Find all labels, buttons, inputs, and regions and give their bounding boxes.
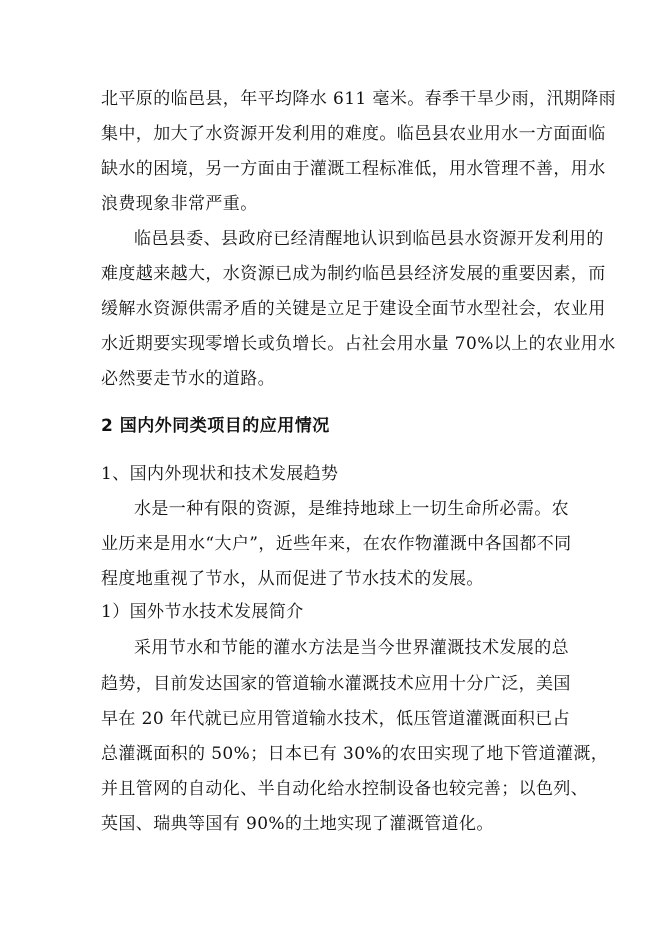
paragraph-1-line-1: 北平原的临邑县，年平均降水 611 毫米。春季干旱少雨，汛期降雨 <box>101 89 617 109</box>
paragraph-3-line-3: 程度地重视了节水，从而促进了节水技术的发展。 <box>101 569 484 589</box>
paragraph-4-line-3: 早在 20 年代就已应用管道输水技术，低压管道灌溉面积已占 <box>101 709 571 729</box>
paragraph-4-line-4: 总灌溉面积的 50%；日本已有 30%的农田实现了地下管道灌溉， <box>101 744 609 764</box>
paragraph-4-line-1: 采用节水和节能的灌水方法是当今世界灌溉技术发展的总 <box>134 638 569 658</box>
paragraph-3-line-2: 业历来是用水“大户”，近些年来，在农作物灌溉中各国都不同 <box>101 534 572 554</box>
subheading-1: 1、国内外现状和技术发展趋势 <box>101 464 339 484</box>
paragraph-1-line-2: 集中，加大了水资源开发利用的难度。临邑县农业用水一方面面临 <box>101 124 606 144</box>
paragraph-1-line-4: 浪费现象非常严重。 <box>101 194 258 214</box>
paragraph-2-line-5: 必然要走节水的道路。 <box>101 369 275 389</box>
paragraph-2-line-2: 难度越来越大，水资源已成为制约临邑县经济发展的重要因素，而 <box>101 264 606 284</box>
paragraph-4-line-6: 英国、瑞典等国有 90%的土地实现了灌溉管道化。 <box>101 814 494 834</box>
paragraph-2-line-3: 缓解水资源供需矛盾的关键是立足于建设全面节水型社会，农业用 <box>101 299 606 319</box>
paragraph-3-line-1: 水是一种有限的资源，是维持地球上一切生命所必需。农 <box>134 499 569 519</box>
paragraph-4-line-5: 并且管网的自动化、半自动化给水控制设备也较完善；以色列、 <box>101 779 589 799</box>
paragraph-2-line-1: 临邑县委、县政府已经清醒地认识到临邑县水资源开发利用的 <box>134 229 604 249</box>
paragraph-4-line-2: 趋势，目前发达国家的管道输水灌溉技术应用十分广泛，美国 <box>101 674 571 694</box>
paragraph-1-line-3: 缺水的困境，另一方面由于灌溉工程标准低，用水管理不善，用水 <box>101 159 606 179</box>
section-heading: 2 国内外同类项目的应用情况 <box>101 416 330 436</box>
paragraph-2-line-4: 水近期要实现零增长或负增长。占社会用水量 70%以上的农业用水 <box>101 334 616 354</box>
subheading-2: 1）国外节水技术发展简介 <box>101 602 304 622</box>
